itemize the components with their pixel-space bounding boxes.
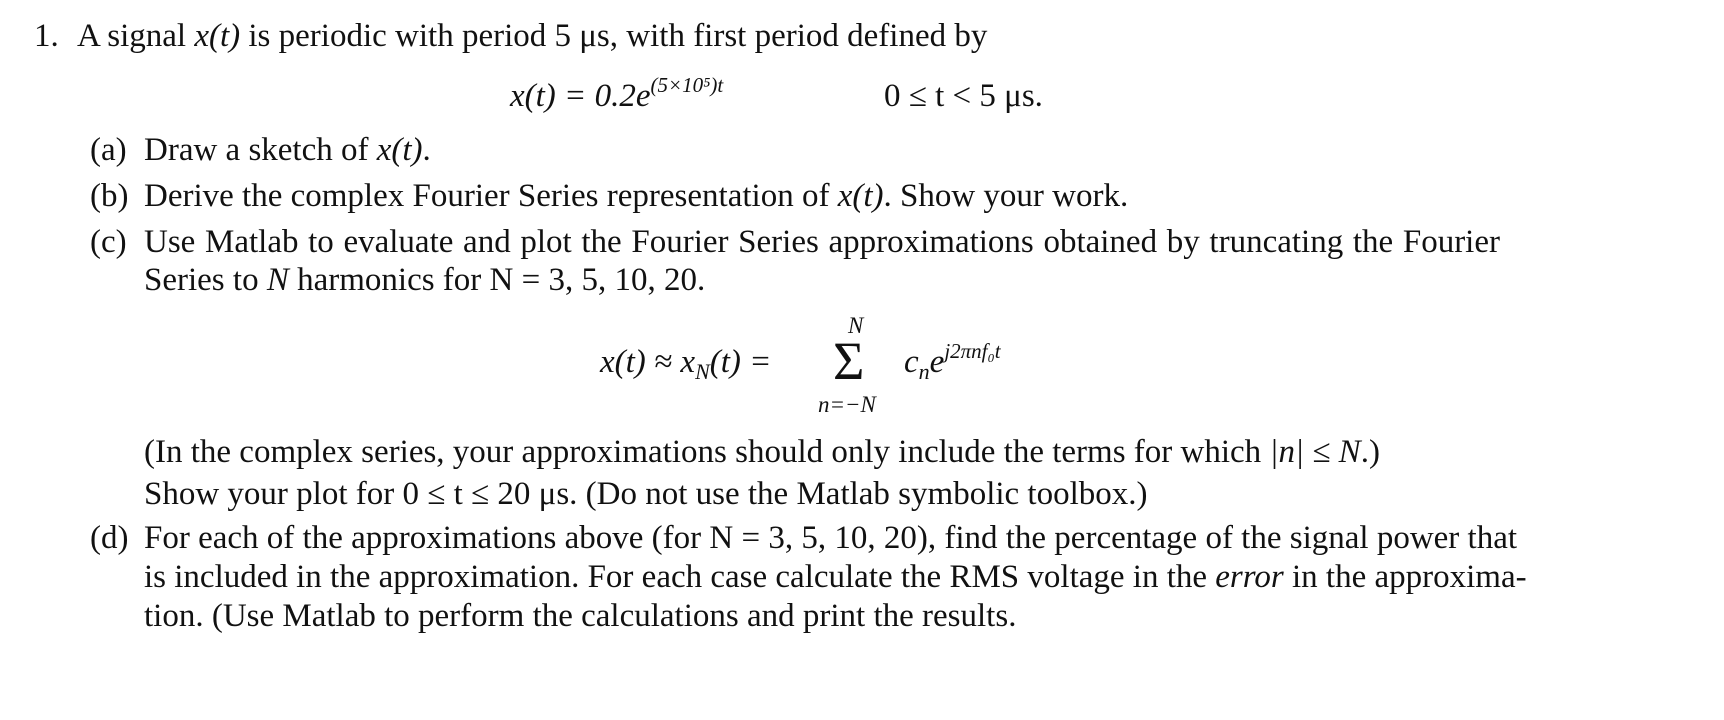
term-exp: j2πnf₀t bbox=[944, 339, 1001, 363]
part-d-line3: tion. (Use Matlab to perform the calculations and print the results. bbox=[144, 598, 1017, 634]
part-c-line2-pre: Series to bbox=[144, 262, 267, 298]
sigma-symbol: Σ bbox=[833, 331, 865, 391]
part-c-note1 bbox=[144, 432, 1380, 472]
part-c-note2: Show your plot for 0 ≤ t ≤ 20 μs. (Do not use the Matlab symbolic toolbox.) bbox=[144, 476, 1148, 512]
part-c-label: (c) bbox=[90, 224, 127, 260]
intro-pre: A signal bbox=[77, 18, 195, 54]
sum-lower-limit: n=−N bbox=[818, 392, 876, 417]
part-b-pre: Derive the complex Fourier Series representation of bbox=[144, 178, 838, 214]
part-a-fn: x(t) bbox=[376, 132, 423, 168]
problem-number: 1. bbox=[34, 18, 59, 54]
part-c-line1: Use Matlab to evaluate and plot the Fourier Series approximations obtained by truncating the Fourier bbox=[144, 224, 1500, 260]
part-b-fn: x(t) bbox=[837, 178, 884, 214]
part-c-line2 bbox=[144, 260, 705, 300]
term-sub: n bbox=[918, 359, 930, 384]
part-b-post: . Show your work. bbox=[883, 178, 1129, 214]
part-a-pre: Draw a sketch of bbox=[144, 132, 377, 168]
sum-lhs-sub: N bbox=[695, 359, 710, 384]
note1-pre: (In the complex series, your approximations should only include the terms for which bbox=[144, 434, 1270, 470]
part-d-line2-pre: is included in the approximation. For each case calculate the RMS voltage in the bbox=[144, 559, 1216, 595]
note1-post: .) bbox=[1360, 434, 1380, 470]
definition-exponent: (5×10⁵)t bbox=[650, 73, 724, 97]
part-d-line1: For each of the approximations above (for N = 3, 5, 10, 20), find the percentage of the signal power that bbox=[144, 520, 1518, 556]
definition-base: e bbox=[635, 78, 651, 114]
part-a-post: . bbox=[422, 132, 431, 168]
sum-lhs: x(t) ≈ x bbox=[600, 344, 696, 380]
sum-equation-lhs bbox=[600, 342, 771, 382]
term-c: c bbox=[904, 344, 919, 380]
part-c-line2-var: N bbox=[266, 262, 289, 298]
part-d-line2-em: error bbox=[1215, 559, 1284, 595]
part-a bbox=[90, 130, 431, 170]
definition-condition: 0 ≤ t < 5 μs. bbox=[884, 78, 1043, 114]
part-b-label: (b) bbox=[90, 178, 129, 214]
part-c-line2-post: harmonics for N = 3, 5, 10, 20. bbox=[288, 262, 706, 298]
definition-lhs: x(t) = 0.2 bbox=[510, 78, 636, 114]
problem-intro-line bbox=[34, 16, 987, 56]
sum-lhs-end: (t) = bbox=[709, 344, 772, 380]
sum-upper-limit: N bbox=[848, 313, 864, 338]
part-b bbox=[90, 176, 1128, 216]
part-a-label: (a) bbox=[90, 132, 127, 168]
term-base: e bbox=[929, 344, 945, 380]
part-d-label: (d) bbox=[90, 520, 129, 556]
note1-math: |n| ≤ N bbox=[1269, 434, 1361, 470]
sum-term bbox=[904, 339, 1001, 384]
intro-fn: x(t) bbox=[194, 18, 241, 54]
part-d-line2 bbox=[144, 557, 1527, 597]
intro-post: is periodic with period 5 μs, with first period defined by bbox=[240, 18, 988, 54]
definition-equation bbox=[510, 73, 724, 116]
part-d-line2-post: in the approxima- bbox=[1283, 559, 1527, 595]
